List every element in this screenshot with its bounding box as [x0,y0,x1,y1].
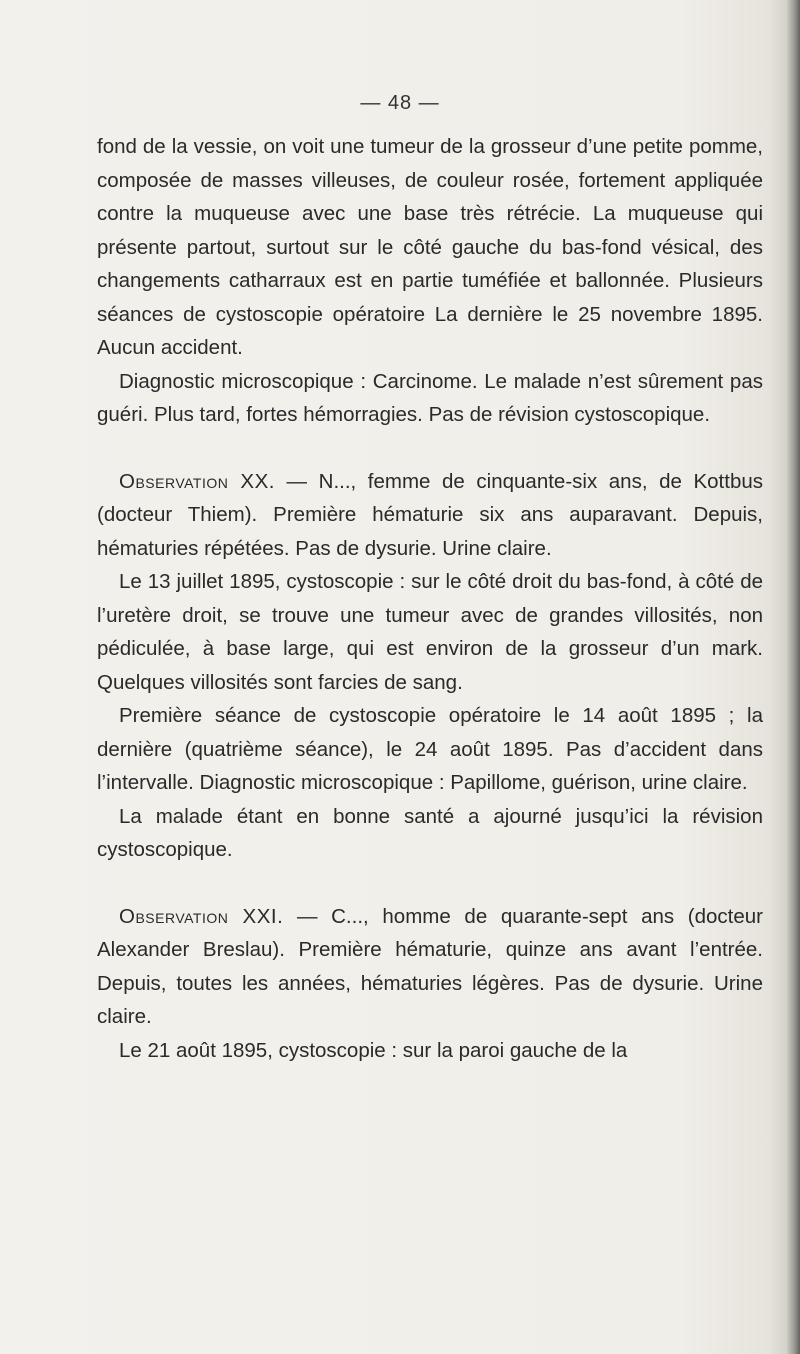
paragraph-operative-sessions: Première séance de cystoscopie opératoire le 14 août 1895 ; la dernière (quatrième séance), le 24 août 1895. Pas d’accident dans l’intervalle. Diagnostic microscopique : Papillome, guérison, urine claire. [97,704,763,794]
paragraph-continuation: fond de la vessie, on voit une tumeur de la grosseur d’une petite pomme, composée de masses villeuses, de couleur rosée, fortement appliquée contre la muqueuse avec une base très rétrécie. La muqueuse qui présente partout, surtout sur le côté gauche du bas-fond vésical, des changements catharraux est en partie tuméfiée et ballonnée. Plusieurs séances de cystoscopie opératoire La dernière le 25 novembre 1895. Aucun accident. [97,135,763,359]
observation-xx-paragraph [97,465,763,566]
page-number: — 48 — [360,92,440,114]
section-gap [97,432,763,465]
observation-xxi-heading: Observation XXI. [119,904,284,928]
observation-xx-heading: Observation XX. [119,469,275,493]
paragraph-diagnostic: Diagnostic microscopique : Carcinome. Le malade n’est sûrement pas guéri. Plus tard, fortes hémorragies. Pas de révision cystoscopique. [97,369,763,426]
observation-xxi-intro: — C..., homme de quarante-sept ans (docteur Alexander Breslau). Première hématurie, quinze ans avant l’entrée. Depuis, toutes les années, hématuries légères. Pas de dysurie. Urine claire. [97,904,764,1028]
section-gap [97,867,763,900]
page-edge-shadow [786,0,800,1354]
paragraph-revision-postponed: La malade étant en bonne santé a ajourné jusqu’ici la révision cystoscopique. [97,804,763,861]
observation-xx-intro: — N..., femme de cinquante-six ans, de Kottbus (docteur Thiem). Première hématurie six ans auparavant. Depuis, hématuries répétées. Pas de dysurie. Urine claire. [97,469,764,560]
paragraph-cystoscopy-august: Le 21 août 1895, cystoscopie : sur la paroi gauche de la [119,1038,628,1062]
body-text [97,130,763,1067]
observation-xxi-paragraph [97,900,763,1034]
paragraph-cystoscopy-july: Le 13 juillet 1895, cystoscopie : sur le côté droit du bas-fond, à côté de l’uretère droit, se trouve une tumeur avec de grandes villosités, non pédiculée, à base large, qui est environ de la grosseur d’un mark. Quelques villosités sont farcies de sang. [97,570,763,694]
